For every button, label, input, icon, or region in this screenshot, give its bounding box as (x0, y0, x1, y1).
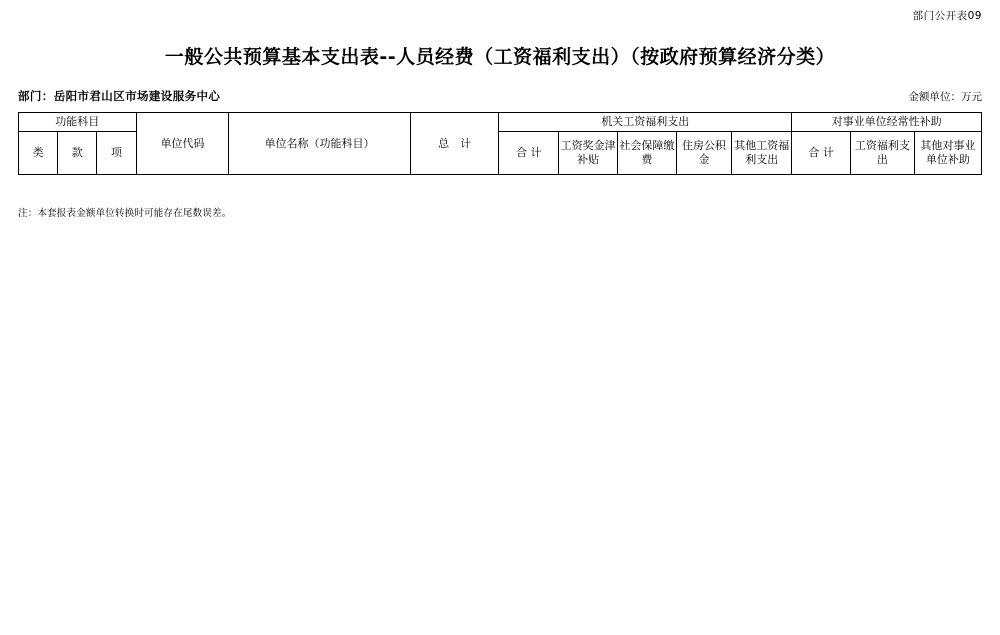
header-agency-total: 合 计 (499, 131, 559, 174)
header-agency-social-insurance: 社会保障缴费 (617, 131, 676, 174)
header-agency-other-salary-welfare: 其他工资福利支出 (732, 131, 792, 174)
header-function-subject: 功能科目 (19, 113, 137, 132)
header-institution-total: 合 计 (792, 131, 851, 174)
header-institution-salary-welfare: 工资福利支出 (850, 131, 914, 174)
header-institution-subsidy: 对事业单位经常性补助 (792, 113, 982, 132)
header-agency-salary-welfare: 机关工资福利支出 (499, 113, 792, 132)
header-agency-bonus-allowance: 工资奖金津补贴 (559, 131, 618, 174)
header-unit-name: 单位名称（功能科目） (229, 113, 410, 175)
header-agency-housing-fund: 住房公积金 (676, 131, 732, 174)
form-code: 部门公开表09 (912, 10, 982, 22)
header-class: 类 (19, 131, 58, 174)
header-unit-code: 单位代码 (136, 113, 229, 175)
header-institution-other-subsidy: 其他对事业单位补助 (914, 131, 981, 174)
header-total: 总 计 (410, 113, 499, 175)
department-name: 岳阳市君山区市场建设服务中心 (53, 89, 221, 103)
page-title: 一般公共预算基本支出表--人员经费（工资福利支出）（按政府预算经济分类） (164, 46, 836, 68)
amount-unit: 金额单位：万元 (908, 91, 982, 103)
table-header-row-1 (19, 113, 982, 132)
department-label: 部门： (18, 89, 54, 103)
meta-row (18, 88, 982, 104)
header-item: 项 (97, 131, 136, 174)
department-line (18, 88, 220, 104)
footnote: 注：本套报表金额单位转换时可能存在尾数误差。 (18, 208, 232, 219)
header-section: 款 (58, 131, 97, 174)
budget-table (18, 112, 982, 175)
